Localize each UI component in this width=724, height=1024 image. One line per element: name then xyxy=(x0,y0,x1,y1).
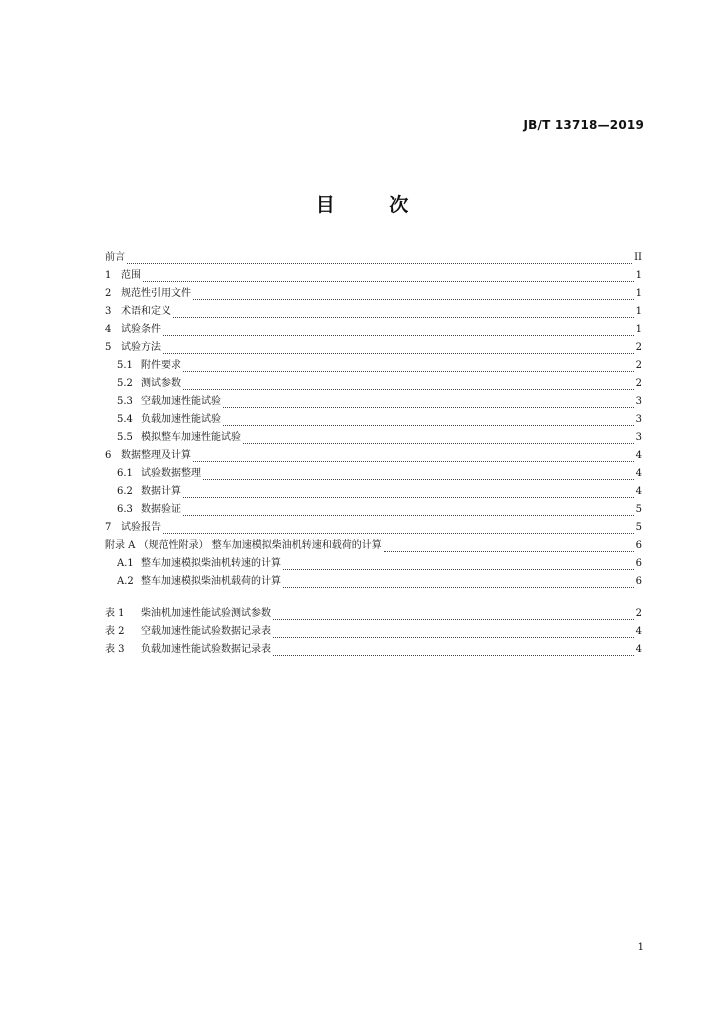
entry-page-number: 4 xyxy=(635,626,642,637)
toc-entry[interactable] xyxy=(105,393,642,411)
entry-title: 数据计算 xyxy=(141,486,181,497)
entry-number: 3 xyxy=(105,306,112,317)
entry-page-number: 6 xyxy=(635,558,642,569)
dot-leader xyxy=(163,342,634,354)
dot-leader xyxy=(163,522,634,534)
entry-title: 附录 A （规范性附录） 整车加速模拟柴油机转速和载荷的计算 xyxy=(105,540,382,551)
entry-title: 数据验证 xyxy=(141,504,181,515)
toc-entry[interactable] xyxy=(105,483,642,501)
section-gap xyxy=(105,591,642,605)
entry-page-number: 2 xyxy=(635,608,642,619)
toc-entry[interactable] xyxy=(105,411,642,429)
entry-page-number: 1 xyxy=(635,288,642,299)
dot-leader xyxy=(193,450,634,462)
entry-number: 1 xyxy=(105,270,112,281)
dot-leader xyxy=(273,626,634,638)
entry-page-number: 6 xyxy=(635,540,642,551)
entry-page-number: 3 xyxy=(635,414,642,425)
document-code: JB/T 13718—2019 xyxy=(523,118,644,132)
entry-page-number: 3 xyxy=(635,396,642,407)
entry-number: 5 xyxy=(105,342,112,353)
dot-leader xyxy=(273,608,634,620)
entry-number: 5.4 xyxy=(117,414,133,425)
entry-title: 试验报告 xyxy=(121,522,161,533)
dot-leader xyxy=(193,288,634,300)
dot-leader xyxy=(183,378,634,390)
dot-leader xyxy=(203,468,634,480)
toc-entry[interactable] xyxy=(105,303,642,321)
entry-title: 空载加速性能试验数据记录表 xyxy=(141,626,271,637)
toc-entry[interactable] xyxy=(105,555,642,573)
entry-number: 4 xyxy=(105,324,112,335)
table-list-entry[interactable] xyxy=(105,605,642,623)
page-number: 1 xyxy=(637,942,644,953)
dot-leader xyxy=(127,252,632,264)
dot-leader xyxy=(384,540,634,552)
dot-leader xyxy=(183,360,634,372)
dot-leader xyxy=(243,432,634,444)
toc-entry[interactable] xyxy=(105,573,642,591)
dot-leader xyxy=(183,504,634,516)
entry-title: 整车加速模拟柴油机载荷的计算 xyxy=(141,576,281,587)
dot-leader xyxy=(223,414,634,426)
entry-title: 范围 xyxy=(121,270,141,281)
entry-page-number: 2 xyxy=(635,360,642,371)
entry-number: A.2 xyxy=(117,576,134,587)
entry-page-number: 4 xyxy=(635,468,642,479)
table-list-entry[interactable] xyxy=(105,623,642,641)
entry-title: 负载加速性能试验数据记录表 xyxy=(141,644,271,655)
toc-entry[interactable] xyxy=(105,537,642,555)
toc-entry[interactable] xyxy=(105,447,642,465)
entry-title: 术语和定义 xyxy=(121,306,171,317)
toc-entry[interactable] xyxy=(105,249,642,267)
toc-entry[interactable] xyxy=(105,321,642,339)
dot-leader xyxy=(143,270,634,282)
toc-entry[interactable] xyxy=(105,465,642,483)
entry-number: 5.1 xyxy=(117,360,133,371)
entry-title: 模拟整车加速性能试验 xyxy=(141,432,241,443)
table-list-entry[interactable] xyxy=(105,641,642,659)
entry-title: 附件要求 xyxy=(141,360,181,371)
dot-leader xyxy=(163,324,634,336)
entry-number: 6 xyxy=(105,450,112,461)
page-title: 目 次 xyxy=(315,194,433,216)
entry-page-number: 1 xyxy=(635,270,642,281)
toc-entry[interactable] xyxy=(105,357,642,375)
entry-number: 表 2 xyxy=(105,626,125,637)
entry-title: 试验条件 xyxy=(121,324,161,335)
toc-entry[interactable] xyxy=(105,267,642,285)
dot-leader xyxy=(223,396,634,408)
entry-page-number: 5 xyxy=(635,522,642,533)
toc-entry[interactable] xyxy=(105,285,642,303)
entry-number: 6.2 xyxy=(117,486,133,497)
entry-number: 表 1 xyxy=(105,608,125,619)
entry-number: 表 3 xyxy=(105,644,125,655)
entry-number: 6.3 xyxy=(117,504,133,515)
toc-entry[interactable] xyxy=(105,375,642,393)
entry-page-number: 5 xyxy=(635,504,642,515)
entry-page-number: 1 xyxy=(635,324,642,335)
entry-title: 空载加速性能试验 xyxy=(141,396,221,407)
dot-leader xyxy=(183,486,634,498)
toc-entry[interactable] xyxy=(105,519,642,537)
toc-entry[interactable] xyxy=(105,339,642,357)
entry-title: 柴油机加速性能试验测试参数 xyxy=(141,608,271,619)
dot-leader xyxy=(173,306,634,318)
entry-number: 5.2 xyxy=(117,378,133,389)
table-of-contents xyxy=(105,249,642,659)
entry-title: 数据整理及计算 xyxy=(121,450,191,461)
entry-title: 试验方法 xyxy=(121,342,161,353)
entry-title: 整车加速模拟柴油机转速的计算 xyxy=(141,558,281,569)
entry-title: 测试参数 xyxy=(141,378,181,389)
entry-page-number: 4 xyxy=(635,450,642,461)
dot-leader xyxy=(283,558,634,570)
entry-number: A.1 xyxy=(117,558,134,569)
entry-number: 6.1 xyxy=(117,468,133,479)
entry-page-number: 2 xyxy=(635,378,642,389)
toc-entry[interactable] xyxy=(105,501,642,519)
entry-number: 5.5 xyxy=(117,432,133,443)
entry-number: 7 xyxy=(105,522,112,533)
entry-title: 规范性引用文件 xyxy=(121,288,191,299)
entry-page-number: 4 xyxy=(635,644,642,655)
toc-entry[interactable] xyxy=(105,429,642,447)
entry-title: 负载加速性能试验 xyxy=(141,414,221,425)
entry-number: 5.3 xyxy=(117,396,133,407)
entry-page-number: II xyxy=(634,252,642,263)
entry-title: 试验数据整理 xyxy=(141,468,201,479)
entry-page-number: 4 xyxy=(635,486,642,497)
entry-page-number: 1 xyxy=(635,306,642,317)
entry-page-number: 2 xyxy=(635,342,642,353)
dot-leader xyxy=(273,644,634,656)
entry-title: 前言 xyxy=(105,252,125,263)
dot-leader xyxy=(283,576,634,588)
entry-number: 2 xyxy=(105,288,112,299)
entry-page-number: 3 xyxy=(635,432,642,443)
entry-page-number: 6 xyxy=(635,576,642,587)
